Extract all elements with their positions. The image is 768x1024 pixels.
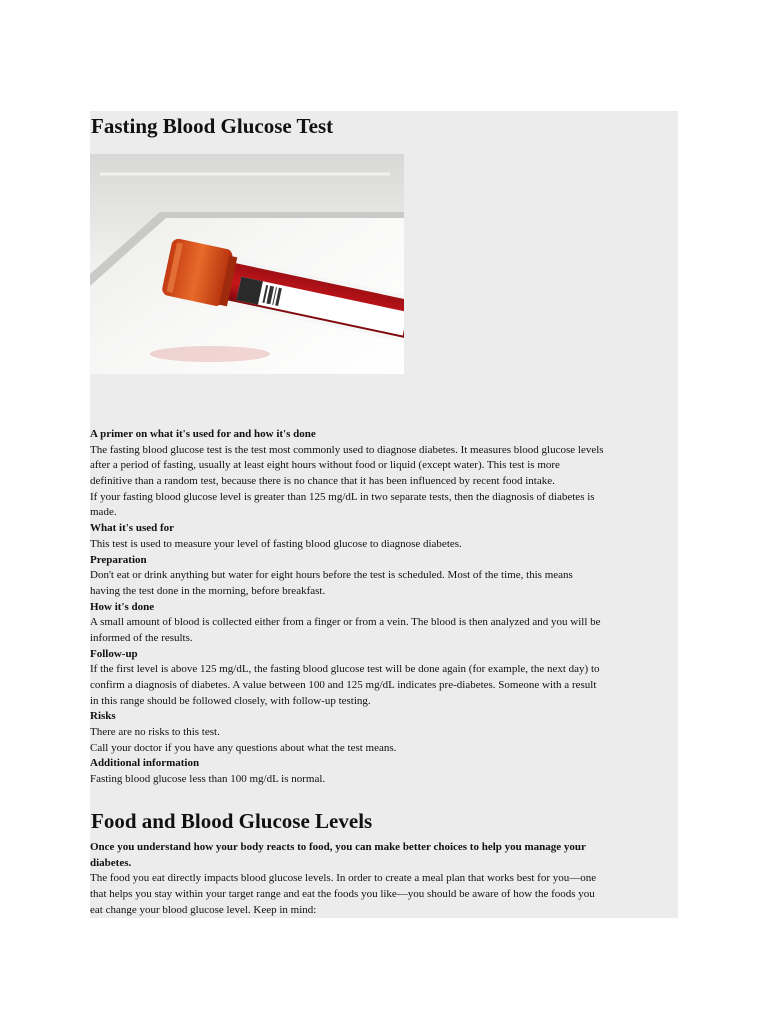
paragraph-line: If your fasting blood glucose level is greater than 125 mg/dL in two separate tests, then the diagnosis of diabetes is <box>90 490 595 503</box>
paragraph-line: A small amount of blood is collected either from a finger or from a vein. The blood is then analyzed and you will be <box>90 616 601 629</box>
subheading-used-for: What it's used for <box>90 522 175 535</box>
paragraph-line: There are no risks to this test. <box>90 726 220 739</box>
paragraph-line: definitive than a random test, because there is no chance that it has been influenced by recent food intake. <box>90 475 555 488</box>
subheading-how-done: How it's done <box>90 600 155 613</box>
blood-sample-tube-image <box>90 154 404 374</box>
paragraph-line: The food you eat directly impacts blood glucose levels. In order to create a meal plan that works best for you—one <box>90 872 597 885</box>
paragraph-line: eat change your blood glucose level. Keep in mind: <box>90 903 317 916</box>
food-glucose-body <box>90 840 678 918</box>
paragraph-line: having the test done in the morning, before breakfast. <box>90 584 326 597</box>
paragraph-line: Don't eat or drink anything but water for eight hours before the test is scheduled. Most of the time, this means <box>90 569 573 582</box>
paragraph-line: that helps you stay within your target range and eat the foods you like—you should be aware of how the foods you <box>90 888 595 901</box>
fasting-test-body <box>90 427 678 788</box>
paragraph-line: This test is used to measure your level of fasting blood glucose to diagnose diabetes. <box>90 537 462 550</box>
paragraph-line: in this range should be followed closely, with follow-up testing. <box>90 694 371 707</box>
section-title-food-glucose: Food and Blood Glucose Levels <box>91 809 373 833</box>
paragraph-line: Fasting blood glucose less than 100 mg/dL is normal. <box>90 773 326 786</box>
subheading-risks: Risks <box>90 710 116 723</box>
lead-line: diabetes. <box>90 856 132 869</box>
subheading-follow-up: Follow-up <box>90 647 138 660</box>
blood-sample-tube-icon <box>90 154 404 374</box>
paragraph-line: The fasting blood glucose test is the test most commonly used to diagnose diabetes. It measures blood glucose levels <box>90 443 604 456</box>
lead-line: Once you understand how your body reacts to food, you can make better choices to help you manage your <box>90 841 586 853</box>
section-title-fasting-test: Fasting Blood Glucose Test <box>91 114 334 138</box>
paragraph-line: If the first level is above 125 mg/dL, the fasting blood glucose test will be done again (for example, the next day) to <box>90 663 600 676</box>
paragraph-line: informed of the results. <box>90 631 193 644</box>
paragraph-line: made. <box>90 506 117 519</box>
document-content <box>90 111 678 918</box>
subheading-additional-info: Additional information <box>90 757 200 770</box>
paragraph-line: after a period of fasting, usually at least eight hours without food or liquid (except water). This test is more <box>90 459 560 472</box>
paragraph-line: confirm a diagnosis of diabetes. A value between 100 and 125 mg/dL indicates pre-diabetes. Someone with a result <box>90 679 597 691</box>
subheading-preparation: Preparation <box>90 553 147 566</box>
subheading-primer: A primer on what it's used for and how it's done <box>90 428 316 440</box>
paragraph-line: Call your doctor if you have any questions about what the test means. <box>90 741 397 754</box>
